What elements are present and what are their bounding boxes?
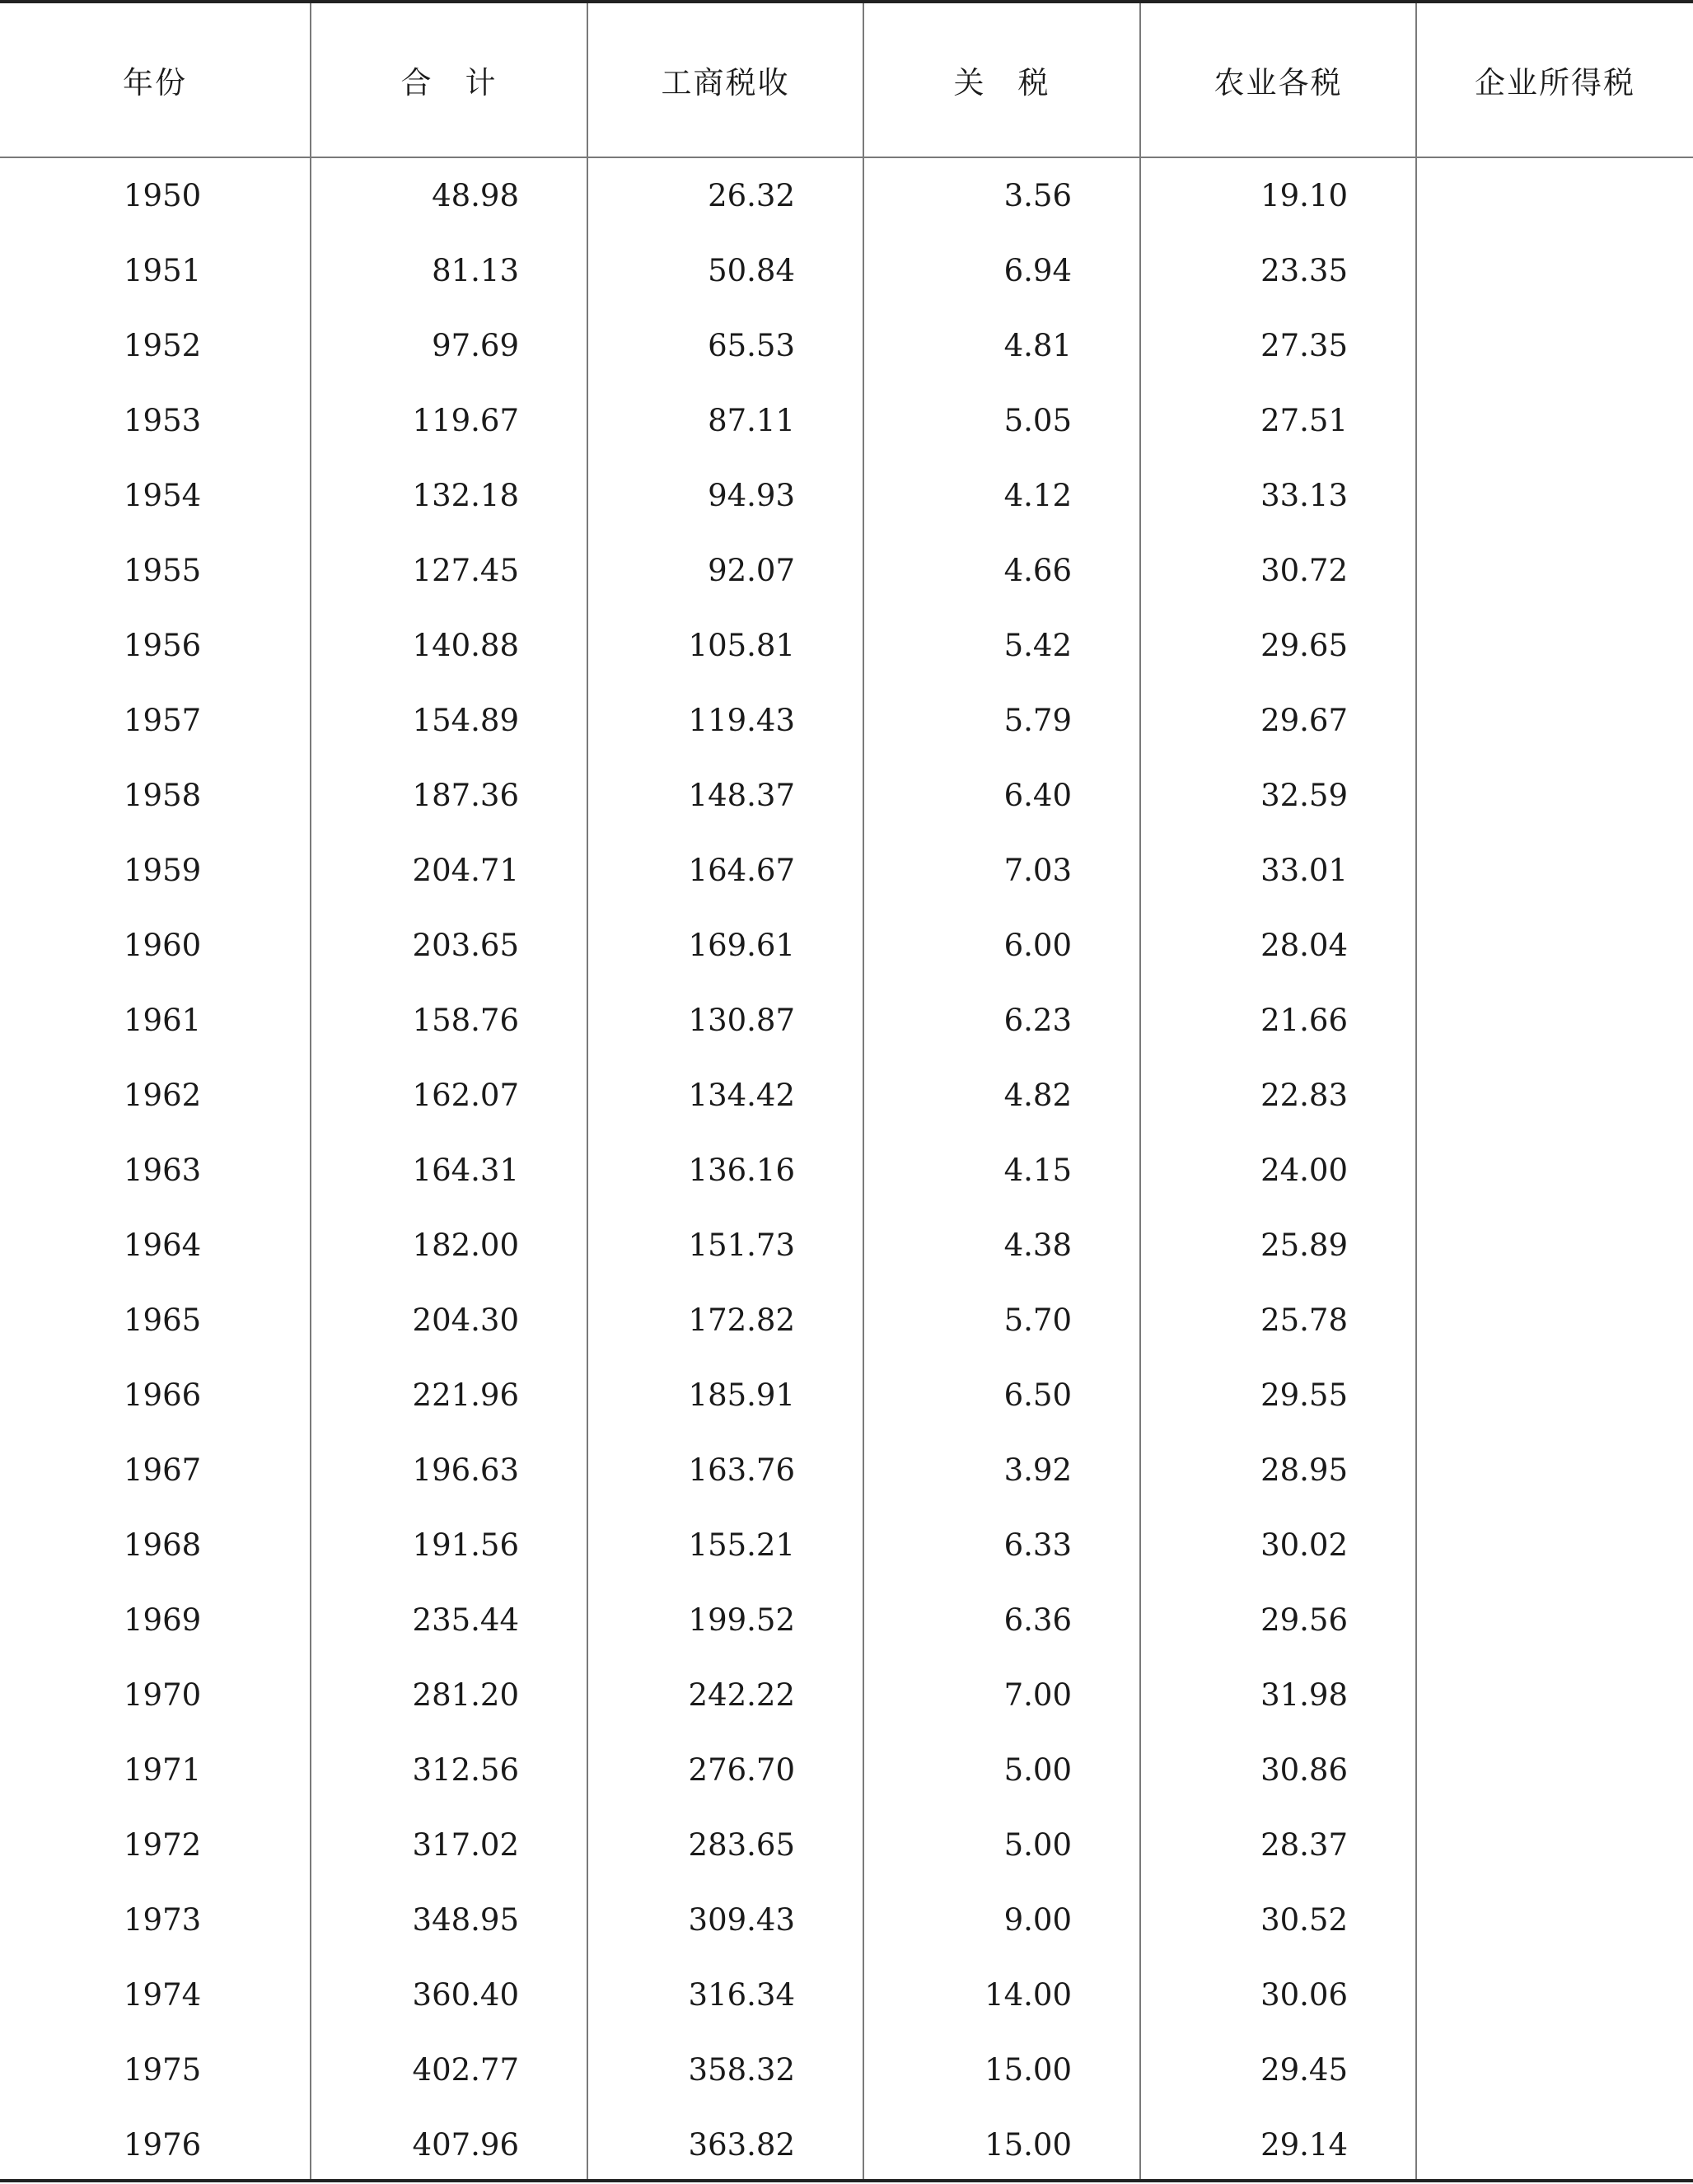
cell-industrial-commercial-tax: 130.87 [587,983,863,1058]
cell-total: 204.71 [311,833,587,908]
cell-industrial-commercial-tax: 358.32 [587,2032,863,2107]
cell-year: 1970 [0,1658,311,1733]
cell-industrial-commercial-tax: 163.76 [587,1433,863,1508]
cell-enterprise-income-tax [1416,1508,1693,1583]
cell-year: 1951 [0,233,311,308]
cell-industrial-commercial-tax: 276.70 [587,1733,863,1808]
cell-industrial-commercial-tax: 242.22 [587,1658,863,1733]
cell-customs-duty: 6.50 [863,1358,1140,1433]
cell-total: 221.96 [311,1358,587,1433]
cell-enterprise-income-tax [1416,1208,1693,1283]
cell-year: 1954 [0,458,311,533]
cell-enterprise-income-tax [1416,157,1693,233]
cell-industrial-commercial-tax: 92.07 [587,533,863,608]
table-row [0,233,1693,308]
cell-year: 1976 [0,2107,311,2182]
cell-total: 196.63 [311,1433,587,1508]
cell-year: 1960 [0,908,311,983]
cell-customs-duty: 14.00 [863,1957,1140,2032]
table-row [0,1133,1693,1208]
cell-total: 140.88 [311,608,587,683]
header-agricultural-taxes: 农业各税 [1140,3,1416,157]
cell-industrial-commercial-tax: 316.34 [587,1957,863,2032]
cell-enterprise-income-tax [1416,458,1693,533]
cell-enterprise-income-tax [1416,833,1693,908]
cell-enterprise-income-tax [1416,608,1693,683]
cell-total: 182.00 [311,1208,587,1283]
cell-total: 348.95 [311,1882,587,1957]
cell-enterprise-income-tax [1416,1957,1693,2032]
cell-industrial-commercial-tax: 172.82 [587,1283,863,1358]
cell-agricultural-taxes: 24.00 [1140,1133,1416,1208]
header-enterprise-income-tax: 企业所得税 [1416,3,1693,157]
cell-total: 48.98 [311,157,587,233]
table-row [0,2032,1693,2107]
cell-customs-duty: 6.40 [863,758,1140,833]
cell-industrial-commercial-tax: 283.65 [587,1808,863,1882]
cell-enterprise-income-tax [1416,233,1693,308]
cell-agricultural-taxes: 29.55 [1140,1358,1416,1433]
cell-agricultural-taxes: 21.66 [1140,983,1416,1058]
cell-industrial-commercial-tax: 119.43 [587,683,863,758]
cell-agricultural-taxes: 29.45 [1140,2032,1416,2107]
cell-agricultural-taxes: 29.67 [1140,683,1416,758]
cell-industrial-commercial-tax: 136.16 [587,1133,863,1208]
cell-agricultural-taxes: 32.59 [1140,758,1416,833]
cell-year: 1973 [0,1882,311,1957]
table-row [0,1433,1693,1508]
cell-agricultural-taxes: 29.14 [1140,2107,1416,2182]
cell-industrial-commercial-tax: 26.32 [587,157,863,233]
cell-enterprise-income-tax [1416,533,1693,608]
cell-enterprise-income-tax [1416,1658,1693,1733]
cell-enterprise-income-tax [1416,683,1693,758]
cell-customs-duty: 9.00 [863,1882,1140,1957]
cell-enterprise-income-tax [1416,2032,1693,2107]
cell-agricultural-taxes: 30.06 [1140,1957,1416,2032]
cell-year: 1968 [0,1508,311,1583]
cell-total: 204.30 [311,1283,587,1358]
cell-industrial-commercial-tax: 105.81 [587,608,863,683]
cell-agricultural-taxes: 25.89 [1140,1208,1416,1283]
cell-total: 187.36 [311,758,587,833]
cell-industrial-commercial-tax: 151.73 [587,1208,863,1283]
cell-year: 1971 [0,1733,311,1808]
cell-customs-duty: 3.56 [863,157,1140,233]
cell-industrial-commercial-tax: 87.11 [587,383,863,458]
table-row [0,1358,1693,1433]
cell-year: 1957 [0,683,311,758]
table-row [0,1208,1693,1283]
cell-total: 154.89 [311,683,587,758]
cell-total: 317.02 [311,1808,587,1882]
cell-total: 402.77 [311,2032,587,2107]
cell-enterprise-income-tax [1416,383,1693,458]
cell-agricultural-taxes: 25.78 [1140,1283,1416,1358]
cell-agricultural-taxes: 29.65 [1140,608,1416,683]
cell-customs-duty: 15.00 [863,2107,1140,2182]
cell-year: 1975 [0,2032,311,2107]
cell-customs-duty: 5.00 [863,1733,1140,1808]
header-total: 合 计 [311,3,587,157]
cell-total: 127.45 [311,533,587,608]
cell-agricultural-taxes: 22.83 [1140,1058,1416,1133]
cell-year: 1956 [0,608,311,683]
cell-year: 1965 [0,1283,311,1358]
cell-year: 1966 [0,1358,311,1433]
cell-total: 164.31 [311,1133,587,1208]
cell-agricultural-taxes: 31.98 [1140,1658,1416,1733]
cell-customs-duty: 5.05 [863,383,1140,458]
cell-year: 1952 [0,308,311,383]
cell-industrial-commercial-tax: 363.82 [587,2107,863,2182]
cell-enterprise-income-tax [1416,1433,1693,1508]
cell-total: 162.07 [311,1058,587,1133]
cell-year: 1950 [0,157,311,233]
cell-customs-duty: 7.03 [863,833,1140,908]
cell-year: 1974 [0,1957,311,2032]
cell-agricultural-taxes: 27.35 [1140,308,1416,383]
table-row [0,1283,1693,1358]
cell-year: 1963 [0,1133,311,1208]
table-row [0,458,1693,533]
cell-agricultural-taxes: 30.52 [1140,1882,1416,1957]
table-row [0,1058,1693,1133]
cell-total: 119.67 [311,383,587,458]
cell-total: 97.69 [311,308,587,383]
table-row [0,157,1693,233]
table-row [0,1583,1693,1658]
table-row [0,1882,1693,1957]
cell-enterprise-income-tax [1416,758,1693,833]
cell-enterprise-income-tax [1416,1058,1693,1133]
cell-industrial-commercial-tax: 169.61 [587,908,863,983]
cell-enterprise-income-tax [1416,1733,1693,1808]
table-row [0,1508,1693,1583]
header-year: 年份 [0,3,311,157]
cell-customs-duty: 4.81 [863,308,1140,383]
cell-industrial-commercial-tax: 199.52 [587,1583,863,1658]
cell-enterprise-income-tax [1416,2107,1693,2182]
cell-year: 1967 [0,1433,311,1508]
cell-total: 191.56 [311,1508,587,1583]
cell-agricultural-taxes: 30.72 [1140,533,1416,608]
cell-total: 132.18 [311,458,587,533]
cell-year: 1964 [0,1208,311,1283]
cell-agricultural-taxes: 28.04 [1140,908,1416,983]
cell-agricultural-taxes: 33.01 [1140,833,1416,908]
cell-customs-duty: 7.00 [863,1658,1140,1733]
table-row [0,383,1693,458]
cell-customs-duty: 4.15 [863,1133,1140,1208]
table-body [0,157,1693,2182]
cell-customs-duty: 5.42 [863,608,1140,683]
table-row [0,908,1693,983]
cell-year: 1958 [0,758,311,833]
cell-customs-duty: 6.00 [863,908,1140,983]
cell-year: 1969 [0,1583,311,1658]
cell-enterprise-income-tax [1416,1133,1693,1208]
cell-enterprise-income-tax [1416,908,1693,983]
cell-customs-duty: 6.94 [863,233,1140,308]
cell-industrial-commercial-tax: 185.91 [587,1358,863,1433]
table-row [0,1658,1693,1733]
cell-total: 407.96 [311,2107,587,2182]
table-row [0,683,1693,758]
cell-customs-duty: 5.00 [863,1808,1140,1882]
cell-customs-duty: 3.92 [863,1433,1140,1508]
cell-agricultural-taxes: 27.51 [1140,383,1416,458]
cell-industrial-commercial-tax: 148.37 [587,758,863,833]
cell-year: 1959 [0,833,311,908]
cell-customs-duty: 4.38 [863,1208,1140,1283]
cell-total: 158.76 [311,983,587,1058]
cell-agricultural-taxes: 28.95 [1140,1433,1416,1508]
cell-enterprise-income-tax [1416,1808,1693,1882]
table-row [0,1957,1693,2032]
cell-enterprise-income-tax [1416,1358,1693,1433]
cell-industrial-commercial-tax: 94.93 [587,458,863,533]
cell-total: 360.40 [311,1957,587,2032]
cell-agricultural-taxes: 19.10 [1140,157,1416,233]
cell-industrial-commercial-tax: 155.21 [587,1508,863,1583]
table-bottom-rule [0,2179,1693,2182]
cell-customs-duty: 6.23 [863,983,1140,1058]
cell-agricultural-taxes: 29.56 [1140,1583,1416,1658]
table-row [0,608,1693,683]
cell-customs-duty: 6.36 [863,1583,1140,1658]
cell-agricultural-taxes: 30.86 [1140,1733,1416,1808]
cell-total: 203.65 [311,908,587,983]
cell-customs-duty: 4.66 [863,533,1140,608]
table-row [0,758,1693,833]
cell-industrial-commercial-tax: 309.43 [587,1882,863,1957]
cell-enterprise-income-tax [1416,1583,1693,1658]
table-row [0,1808,1693,1882]
tax-revenue-table [0,3,1693,2182]
table-row [0,983,1693,1058]
cell-industrial-commercial-tax: 164.67 [587,833,863,908]
cell-customs-duty: 6.33 [863,1508,1140,1583]
cell-year: 1953 [0,383,311,458]
cell-enterprise-income-tax [1416,1283,1693,1358]
cell-total: 81.13 [311,233,587,308]
cell-customs-duty: 4.82 [863,1058,1140,1133]
cell-total: 235.44 [311,1583,587,1658]
table-row [0,533,1693,608]
cell-enterprise-income-tax [1416,983,1693,1058]
table-row [0,2107,1693,2182]
table-header-row [0,3,1693,157]
cell-customs-duty: 5.79 [863,683,1140,758]
header-customs-duty: 关 税 [863,3,1140,157]
cell-agricultural-taxes: 30.02 [1140,1508,1416,1583]
cell-year: 1961 [0,983,311,1058]
cell-customs-duty: 15.00 [863,2032,1140,2107]
cell-industrial-commercial-tax: 50.84 [587,233,863,308]
table-row [0,833,1693,908]
cell-year: 1972 [0,1808,311,1882]
cell-customs-duty: 5.70 [863,1283,1140,1358]
cell-total: 312.56 [311,1733,587,1808]
cell-enterprise-income-tax [1416,308,1693,383]
cell-industrial-commercial-tax: 65.53 [587,308,863,383]
cell-enterprise-income-tax [1416,1882,1693,1957]
cell-industrial-commercial-tax: 134.42 [587,1058,863,1133]
cell-agricultural-taxes: 23.35 [1140,233,1416,308]
cell-customs-duty: 4.12 [863,458,1140,533]
cell-agricultural-taxes: 33.13 [1140,458,1416,533]
cell-year: 1955 [0,533,311,608]
cell-year: 1962 [0,1058,311,1133]
table-row [0,308,1693,383]
cell-total: 281.20 [311,1658,587,1733]
table-row [0,1733,1693,1808]
header-industrial-commercial-tax: 工商税收 [587,3,863,157]
cell-agricultural-taxes: 28.37 [1140,1808,1416,1882]
